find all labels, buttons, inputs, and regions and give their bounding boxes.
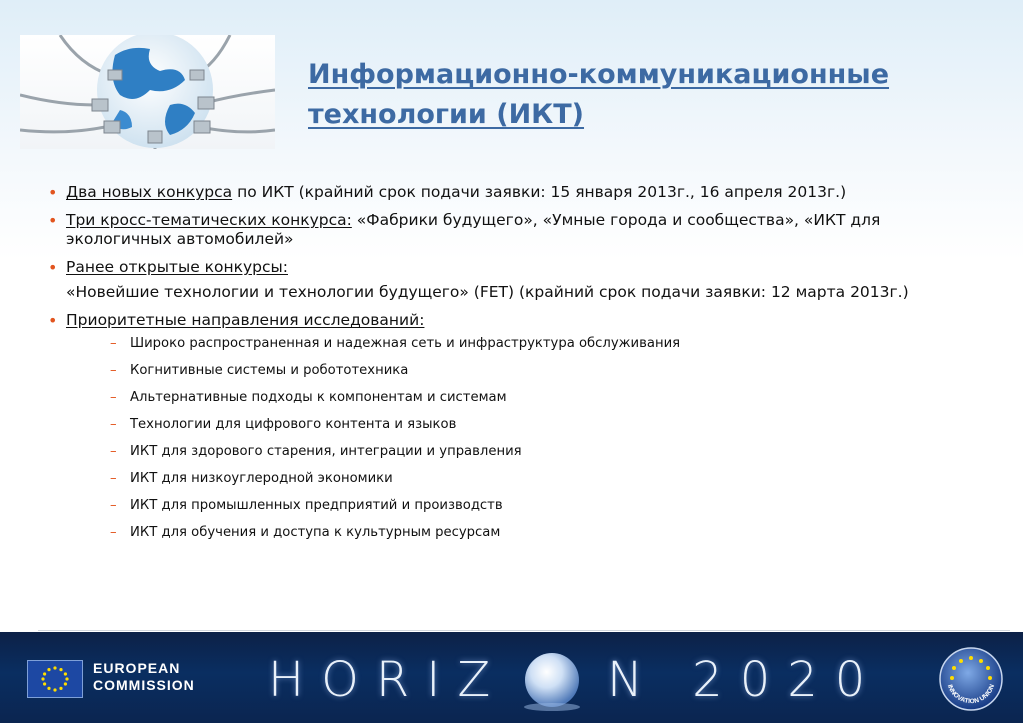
bullet-previous-calls-link: Ранее открытые конкурсы: — [66, 258, 288, 276]
priority-item: – Технологии для цифрового контента и языков — [48, 416, 978, 434]
eu-line-1: EUROPEAN — [93, 660, 181, 676]
priority-item: – ИКТ для здорового старения, интеграции и управления — [48, 443, 978, 461]
footer-divider — [38, 630, 1010, 631]
priority-item: – Широко распространенная и надежная сеть и инфраструктура обслуживания — [48, 335, 978, 353]
footer-banner — [0, 632, 1023, 723]
title-line-1: Информационно-коммуникационные — [308, 59, 890, 90]
priority-item: – Альтернативные подходы к компонентам и системам — [48, 389, 978, 407]
bullet-new-calls-link: Два новых конкурса — [66, 183, 233, 201]
page-title — [308, 55, 1008, 135]
bullet-cross-thematic — [48, 211, 978, 249]
priority-item: – ИКТ для низкоуглеродной экономики — [48, 470, 978, 488]
eu-line-2: COMMISSION — [93, 677, 195, 693]
horizon-logo-right: N 2020 — [607, 652, 883, 708]
content-list — [48, 183, 978, 551]
globe-o-icon — [519, 647, 585, 713]
title-line-2: технологии (ИКТ) — [308, 99, 585, 130]
priority-item: – ИКТ для обучения и доступа к культурным ресурсам — [48, 524, 978, 542]
bullet-new-calls-text: по ИКТ (крайний срок подачи заявки: 15 января 2013г., 16 апреля 2013г.) — [232, 183, 847, 201]
priority-item: – ИКТ для промышленных предприятий и производств — [48, 497, 978, 515]
priorities-list — [48, 335, 978, 542]
innovation-union-badge-icon — [938, 646, 1004, 712]
badge-text: INNOVATION UNION — [945, 683, 997, 706]
bullet-cross-thematic-text: «Фабрики будущего», «Умные города и сообщества», «ИКТ для экологичных автомобилей» — [66, 211, 881, 248]
previous-call-text: «Новейшие технологии и технологии будущего» (FET) (крайний срок подачи заявки: 12 марта 2013г.) — [66, 283, 909, 301]
eu-flag-icon — [27, 660, 83, 698]
bullet-previous-calls — [48, 258, 978, 277]
priority-item: – Когнитивные системы и робототехника — [48, 362, 978, 380]
globe-network-image — [20, 35, 275, 149]
bullet-priorities-link: Приоритетные направления исследований: — [66, 311, 425, 329]
eu-commission-label — [93, 660, 195, 694]
bullet-new-calls — [48, 183, 978, 202]
bullet-priorities — [48, 311, 978, 330]
horizon-logo-left: HORIZ — [268, 652, 508, 708]
bullet-cross-thematic-link: Три кросс-тематических конкурса: — [66, 211, 352, 229]
